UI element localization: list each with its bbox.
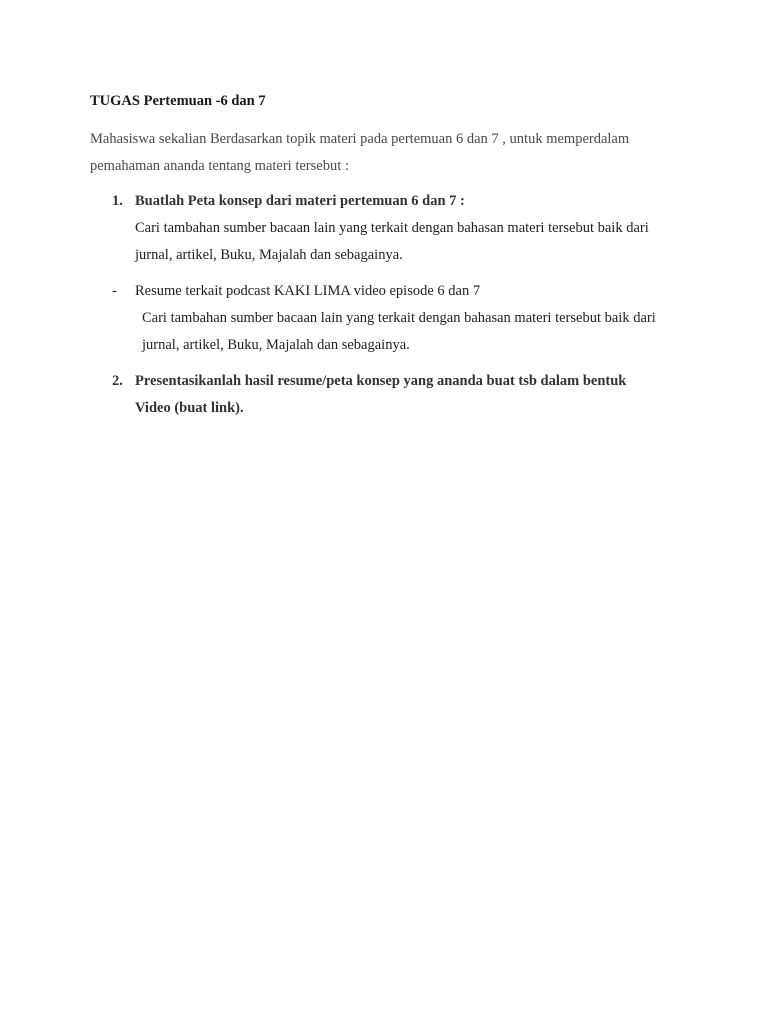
list-item-2-line-2: Video (buat link). <box>135 400 244 416</box>
intro-paragraph <box>90 126 690 180</box>
list-item-1-number: 1. <box>112 193 123 209</box>
list-item-1-heading: Buatlah Peta konsep dari materi pertemuan 6 dan 7 : <box>135 193 465 209</box>
intro-line-2: pemahaman ananda tentang materi tersebut : <box>90 158 349 174</box>
list-item-1-line-2: jurnal, artikel, Buku, Majalah dan sebagainya. <box>135 247 403 263</box>
list-item-dash-line-1: Cari tambahan sumber bacaan lain yang terkait dengan bahasan materi tersebut baik dari <box>142 310 656 326</box>
intro-line-1: Mahasiswa sekalian Berdasarkan topik materi pada pertemuan 6 dan 7 , untuk memperdalam <box>90 131 630 147</box>
list-item-dash-line-2: jurnal, artikel, Buku, Majalah dan sebagainya. <box>142 337 410 353</box>
document-title: TUGAS Pertemuan -6 dan 7 <box>90 93 266 109</box>
list-item-2-number: 2. <box>112 373 123 389</box>
list-item-1-line-1: Cari tambahan sumber bacaan lain yang terkait dengan bahasan materi tersebut baik dari <box>135 220 649 236</box>
list-item-2-line-1: Presentasikanlah hasil resume/peta konsep yang ananda buat tsb dalam bentuk <box>135 373 627 389</box>
list-item-dash-heading: Resume terkait podcast KAKI LIMA video episode 6 dan 7 <box>135 283 481 299</box>
list-item-dash-marker: - <box>112 283 117 299</box>
